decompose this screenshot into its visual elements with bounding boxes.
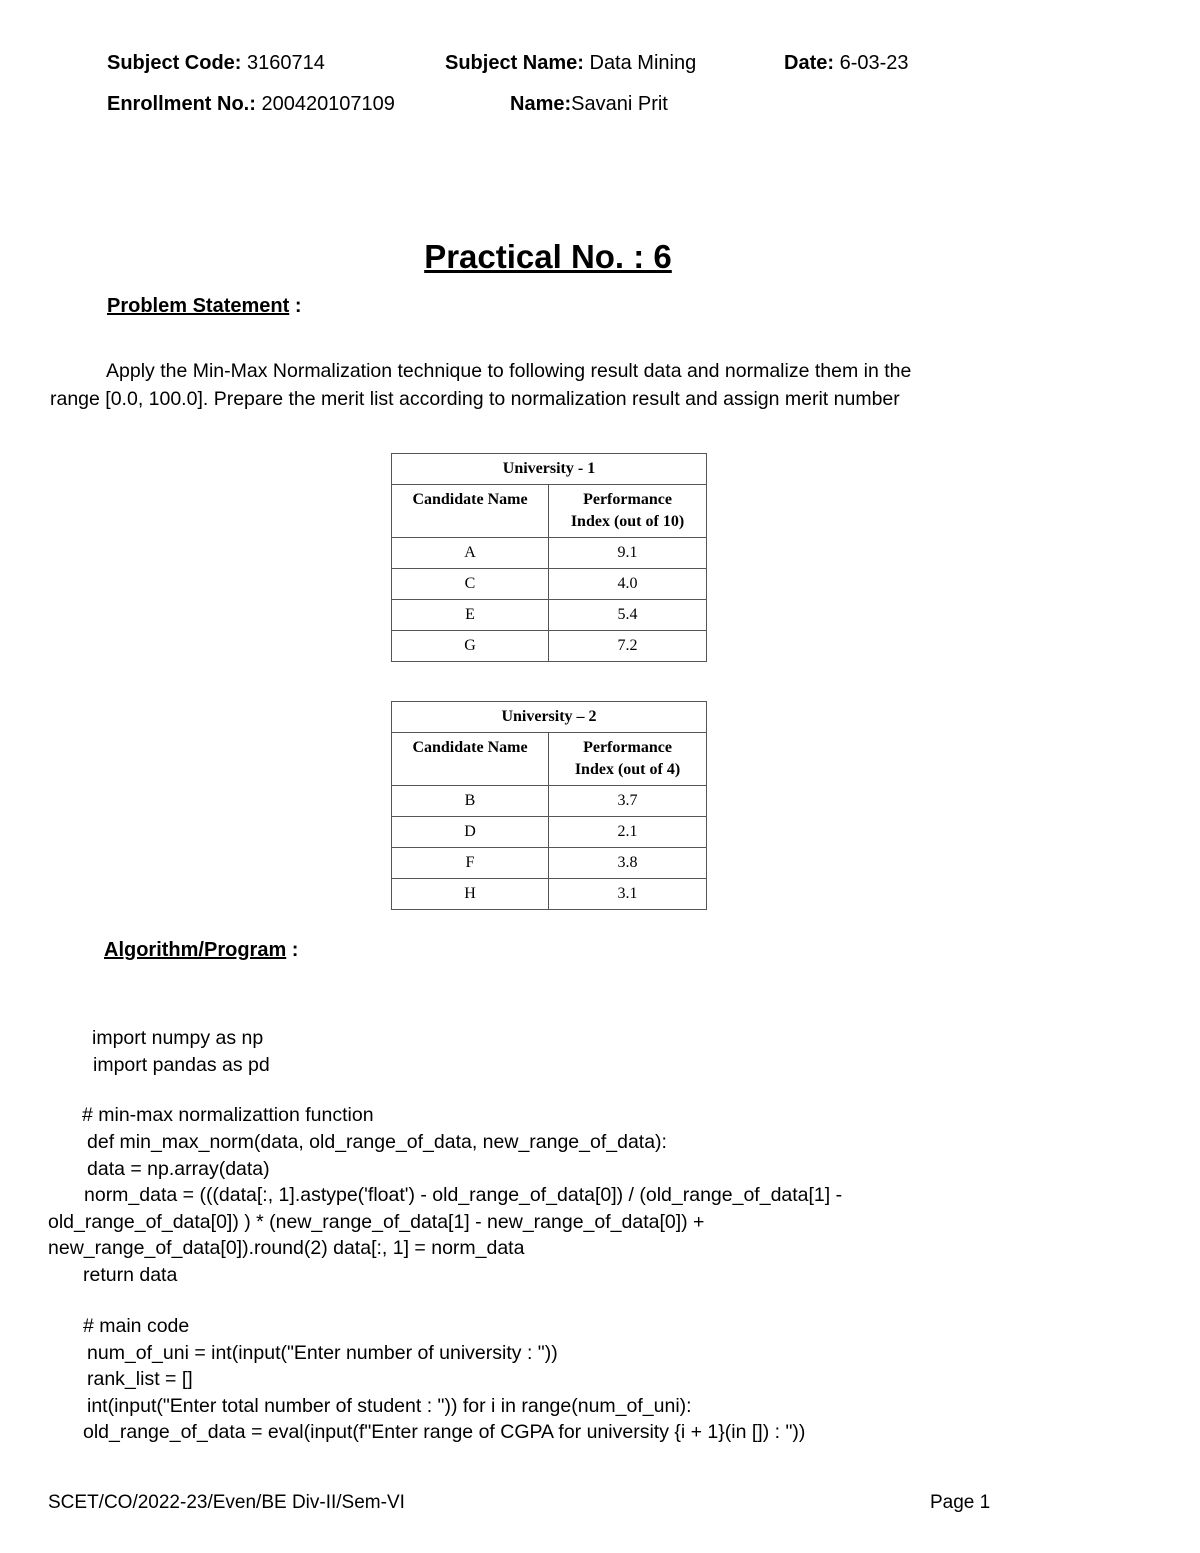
code-line: num_of_uni = int(input("Enter number of university : ")) bbox=[87, 1342, 558, 1364]
score-cell: 7.2 bbox=[549, 631, 707, 662]
algorithm-heading-text: Algorithm/Program bbox=[104, 939, 287, 961]
university-2-table bbox=[391, 701, 707, 910]
enrollment-value: 200420107109 bbox=[255, 93, 395, 115]
score-cell: 4.0 bbox=[549, 569, 707, 600]
subject-code bbox=[107, 52, 325, 75]
date bbox=[784, 52, 909, 75]
subject-code-value: 3160714 bbox=[241, 52, 325, 74]
student-name bbox=[510, 93, 668, 116]
column-header-performance-line1: Performance bbox=[583, 491, 672, 508]
code-line: int(input("Enter total number of student : ")) for i in range(num_of_uni): bbox=[87, 1395, 692, 1417]
code-line: # min-max normalizattion function bbox=[82, 1104, 374, 1126]
code-line: # main code bbox=[83, 1315, 190, 1337]
table-row bbox=[392, 879, 707, 910]
date-label: Date: bbox=[784, 52, 835, 74]
table-row bbox=[392, 786, 707, 817]
student-name-label: Name: bbox=[510, 93, 572, 115]
candidate-cell: G bbox=[392, 631, 549, 662]
candidate-cell: F bbox=[392, 848, 549, 879]
code-line: rank_list = [] bbox=[87, 1368, 193, 1390]
page-title: Practical No. : 6 bbox=[424, 238, 672, 275]
table-row bbox=[392, 569, 707, 600]
subject-name-value: Data Mining bbox=[583, 52, 697, 74]
candidate-cell: B bbox=[392, 786, 549, 817]
enrollment bbox=[107, 93, 395, 116]
problem-heading-colon: : bbox=[289, 295, 302, 317]
column-header-performance bbox=[549, 733, 707, 786]
student-name-value: Savani Prit bbox=[571, 93, 668, 115]
code-line: old_range_of_data = eval(input(f"Enter range of CGPA for university {i + 1}(in []) : ")) bbox=[83, 1421, 806, 1443]
enrollment-label: Enrollment No.: bbox=[107, 93, 256, 115]
problem-line-1: Apply the Min-Max Normalization technique to following result data and normalize them in the bbox=[106, 360, 912, 382]
problem-heading bbox=[107, 295, 301, 318]
score-cell: 3.7 bbox=[549, 786, 707, 817]
score-cell: 5.4 bbox=[549, 600, 707, 631]
code-line: def min_max_norm(data, old_range_of_data, new_range_of_data): bbox=[87, 1131, 667, 1153]
table-caption: University – 2 bbox=[392, 702, 707, 733]
date-value: 6-03-23 bbox=[834, 52, 909, 74]
code-line: new_range_of_data[0]).round(2) data[:, 1] = norm_data bbox=[48, 1237, 525, 1259]
code-line: data = np.array(data) bbox=[87, 1158, 270, 1180]
score-cell: 3.1 bbox=[549, 879, 707, 910]
code-line: import pandas as pd bbox=[93, 1054, 270, 1076]
subject-name-label: Subject Name: bbox=[445, 52, 584, 74]
column-header-candidate: Candidate Name bbox=[392, 733, 549, 786]
candidate-cell: H bbox=[392, 879, 549, 910]
table-row bbox=[392, 600, 707, 631]
code-line: import numpy as np bbox=[92, 1027, 264, 1049]
candidate-cell: C bbox=[392, 569, 549, 600]
problem-heading-text: Problem Statement bbox=[107, 295, 290, 317]
table-row bbox=[392, 817, 707, 848]
subject-name bbox=[445, 52, 696, 75]
algorithm-heading bbox=[104, 939, 298, 962]
column-header-performance-line2: Index (out of 4) bbox=[574, 761, 681, 778]
footer-course-code: SCET/CO/2022-23/Even/BE Div-II/Sem-VI bbox=[48, 1492, 405, 1513]
candidate-cell: A bbox=[392, 538, 549, 569]
university-1-table bbox=[391, 453, 707, 662]
score-cell: 2.1 bbox=[549, 817, 707, 848]
candidate-cell: D bbox=[392, 817, 549, 848]
candidate-cell: E bbox=[392, 600, 549, 631]
table-row bbox=[392, 631, 707, 662]
subject-code-label: Subject Code: bbox=[107, 52, 242, 74]
column-header-performance-line2: Index (out of 10) bbox=[570, 513, 685, 530]
table-row bbox=[392, 538, 707, 569]
score-cell: 9.1 bbox=[549, 538, 707, 569]
code-line: return data bbox=[83, 1264, 178, 1286]
column-header-candidate: Candidate Name bbox=[392, 485, 549, 538]
problem-line-2: range [0.0, 100.0]. Prepare the merit list according to normalization result and assign merit number bbox=[50, 388, 900, 410]
code-line: norm_data = (((data[:, 1].astype('float') - old_range_of_data[0]) / (old_range_of_data[1] - bbox=[84, 1184, 843, 1206]
code-line: old_range_of_data[0]) ) * (new_range_of_data[1] - new_range_of_data[0]) + bbox=[48, 1211, 705, 1233]
page-number: Page 1 bbox=[930, 1492, 991, 1513]
table-row bbox=[392, 848, 707, 879]
algorithm-heading-colon: : bbox=[286, 939, 299, 961]
table-caption: University - 1 bbox=[392, 454, 707, 485]
column-header-performance-line1: Performance bbox=[583, 739, 672, 756]
column-header-performance bbox=[549, 485, 707, 538]
score-cell: 3.8 bbox=[549, 848, 707, 879]
